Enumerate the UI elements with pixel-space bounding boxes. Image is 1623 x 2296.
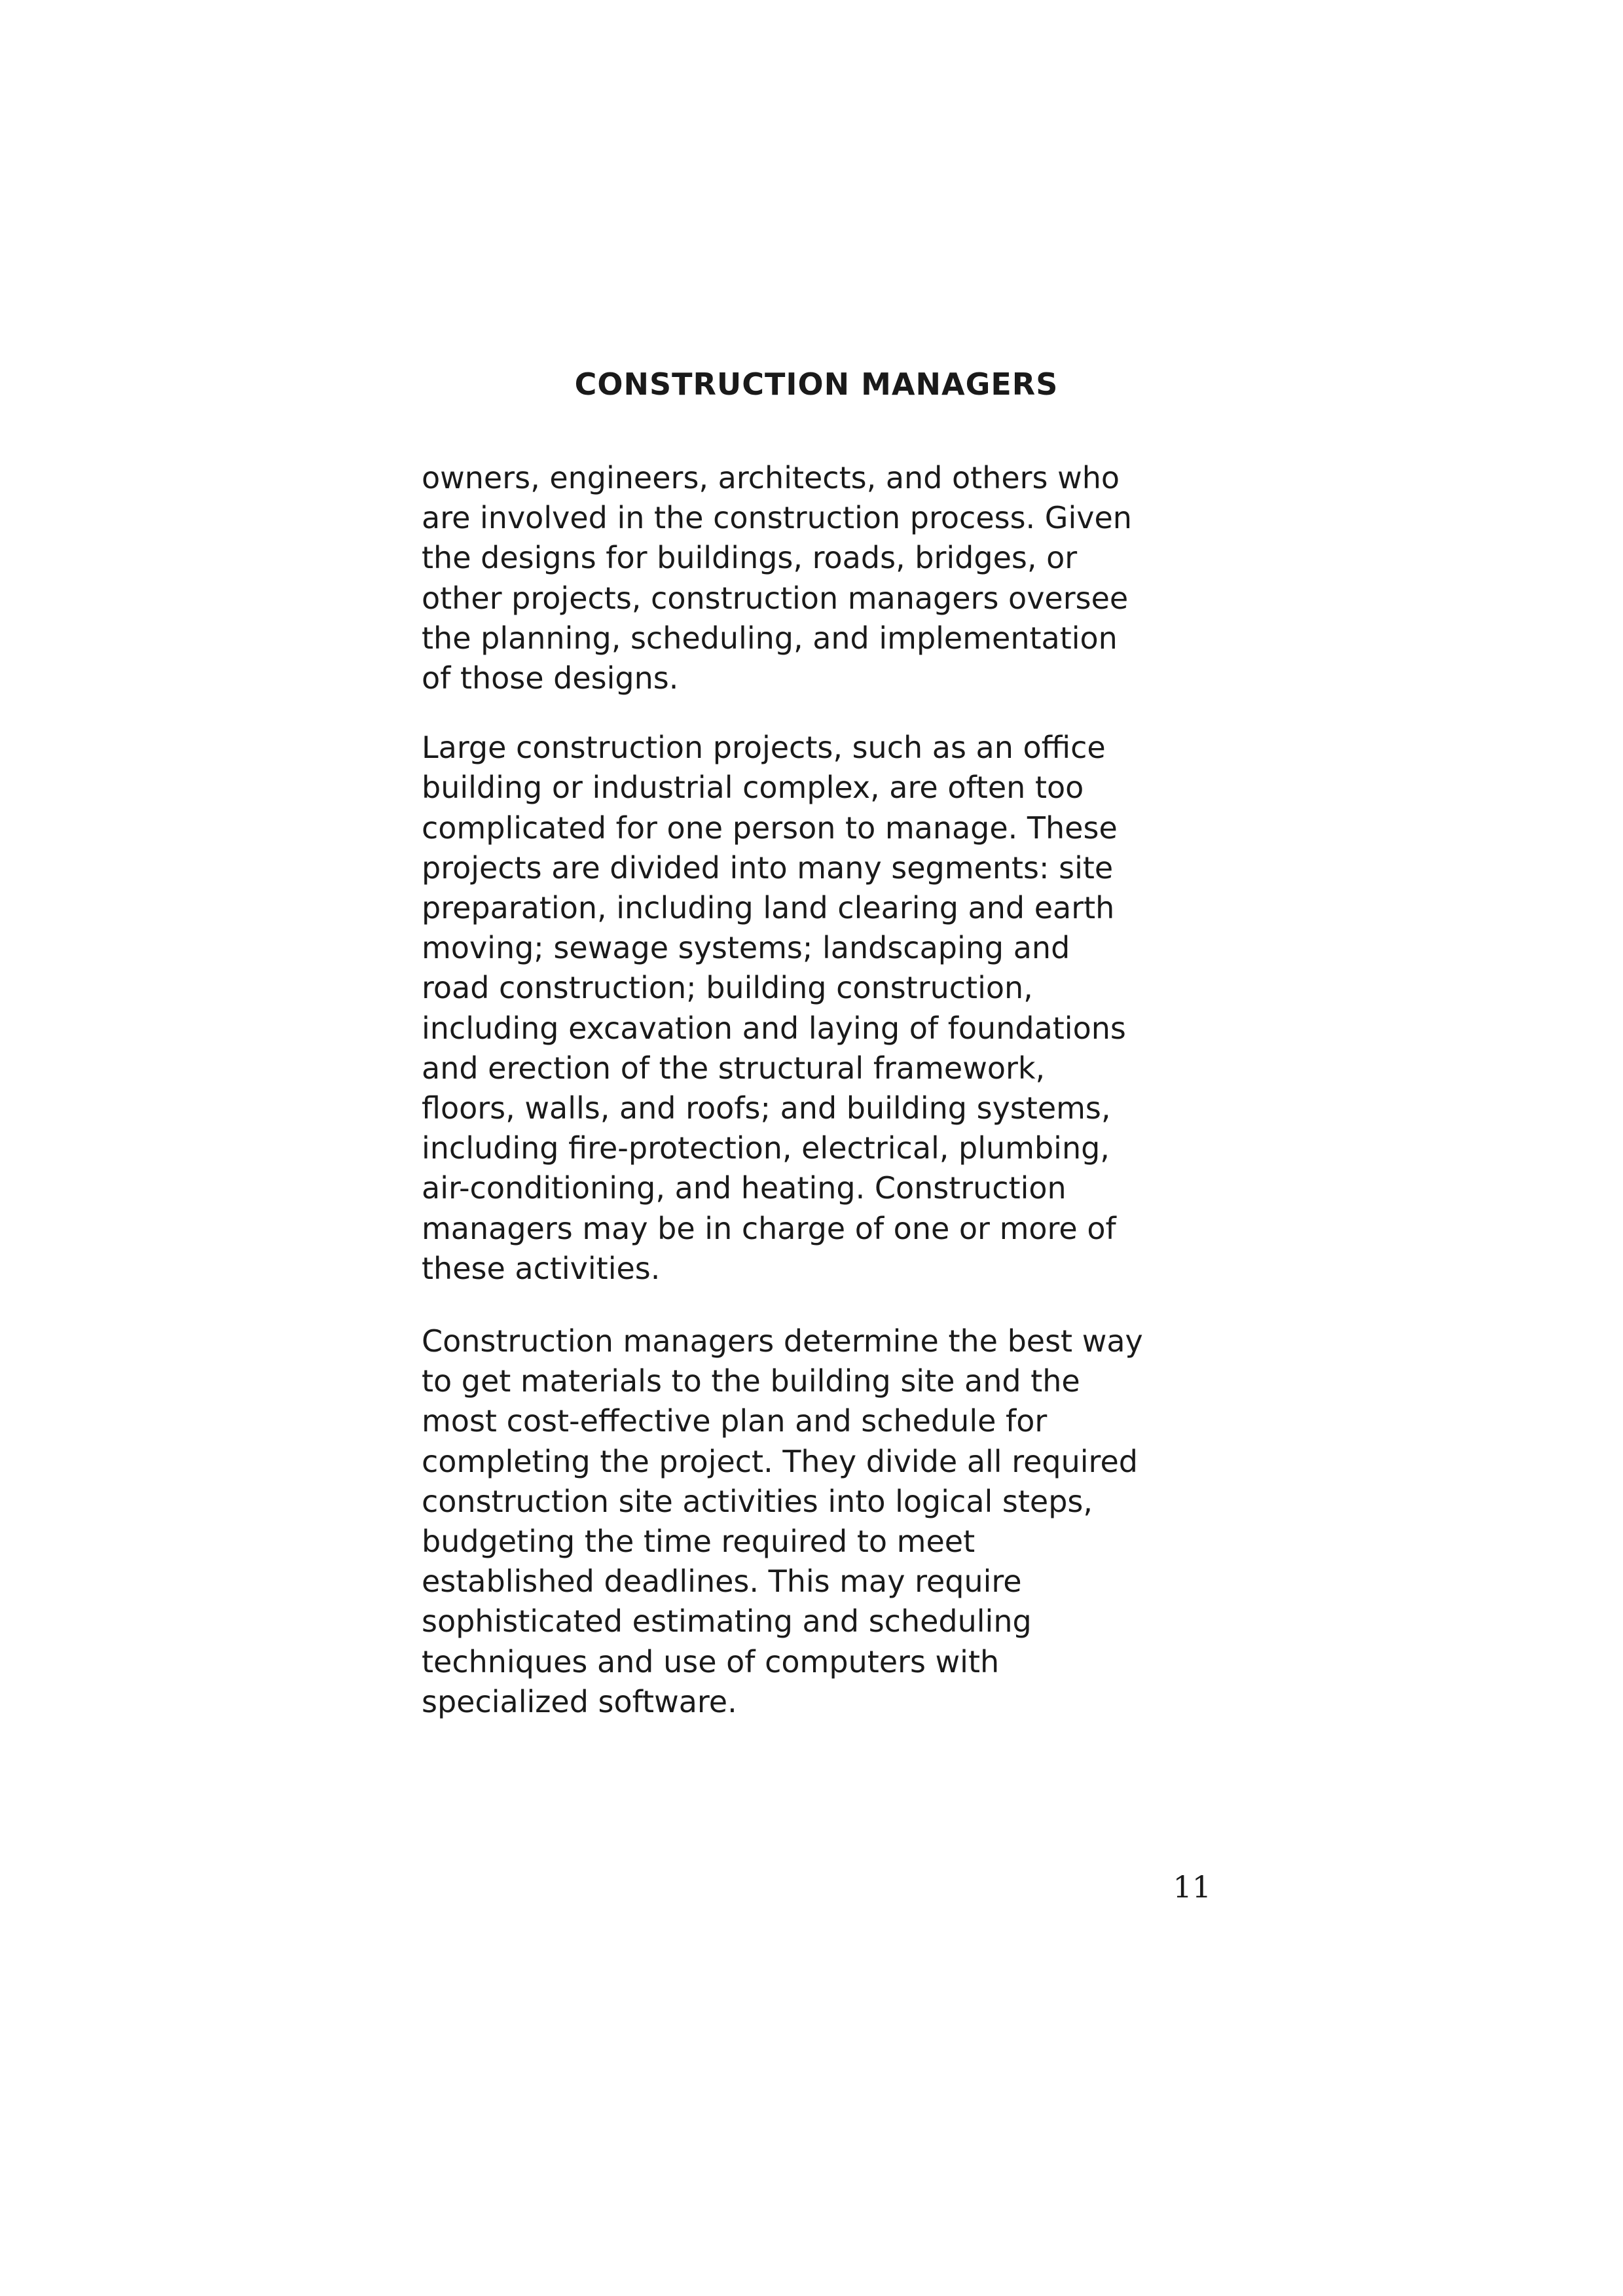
text-line: including fire-protection, electrical, plumbing,: [422, 1130, 1110, 1166]
text-line: managers may be in charge of one or more of: [422, 1210, 1116, 1246]
text-line: completing the project. They divide all required: [422, 1443, 1138, 1479]
page-title: CONSTRUCTION MANAGERS: [574, 367, 1059, 402]
text-line: complicated for one person to manage. These: [422, 810, 1118, 846]
text-line: floors, walls, and roofs; and building systems,: [422, 1090, 1111, 1126]
text-line: construction site activities into logical steps,: [422, 1483, 1093, 1519]
text-line: these activities.: [422, 1250, 661, 1286]
text-line: specialized software.: [422, 1683, 737, 1719]
text-line: projects are divided into many segments: site: [422, 850, 1114, 886]
text-line: most cost-effective plan and schedule for: [422, 1403, 1048, 1439]
text-line: and erection of the structural framework,: [422, 1050, 1046, 1086]
text-line: Large construction projects, such as an office: [422, 730, 1106, 766]
text-line: Construction managers determine the best way: [422, 1323, 1143, 1359]
text-line: owners, engineers, architects, and others who: [422, 460, 1120, 495]
body-text: [422, 458, 1211, 1722]
text-line: road construction; building construction,: [422, 970, 1033, 1006]
text-line: the designs for buildings, roads, bridges, or: [422, 540, 1078, 576]
text-line: moving; sewage systems; landscaping and: [422, 930, 1070, 966]
text-line: to get materials to the building site and the: [422, 1363, 1080, 1399]
page-number: 11: [1173, 1869, 1211, 1905]
text-line: techniques and use of computers with: [422, 1643, 1000, 1679]
text-line: including excavation and laying of foundations: [422, 1010, 1126, 1046]
text-line: are involved in the construction process. Given: [422, 500, 1132, 536]
text-line: preparation, including land clearing and earth: [422, 890, 1115, 926]
paragraph: [422, 728, 1211, 1289]
paragraph: [422, 1321, 1211, 1722]
text-line: sophisticated estimating and scheduling: [422, 1604, 1032, 1640]
text-line: of those designs.: [422, 660, 679, 696]
paragraph: [422, 458, 1211, 698]
text-line: established deadlines. This may require: [422, 1564, 1022, 1600]
text-line: budgeting the time required to meet: [422, 1524, 976, 1560]
text-line: building or industrial complex, are often too: [422, 770, 1084, 806]
text-line: the planning, scheduling, and implementation: [422, 620, 1118, 656]
text-line: other projects, construction managers oversee: [422, 580, 1129, 616]
text-line: air-conditioning, and heating. Construction: [422, 1170, 1067, 1206]
